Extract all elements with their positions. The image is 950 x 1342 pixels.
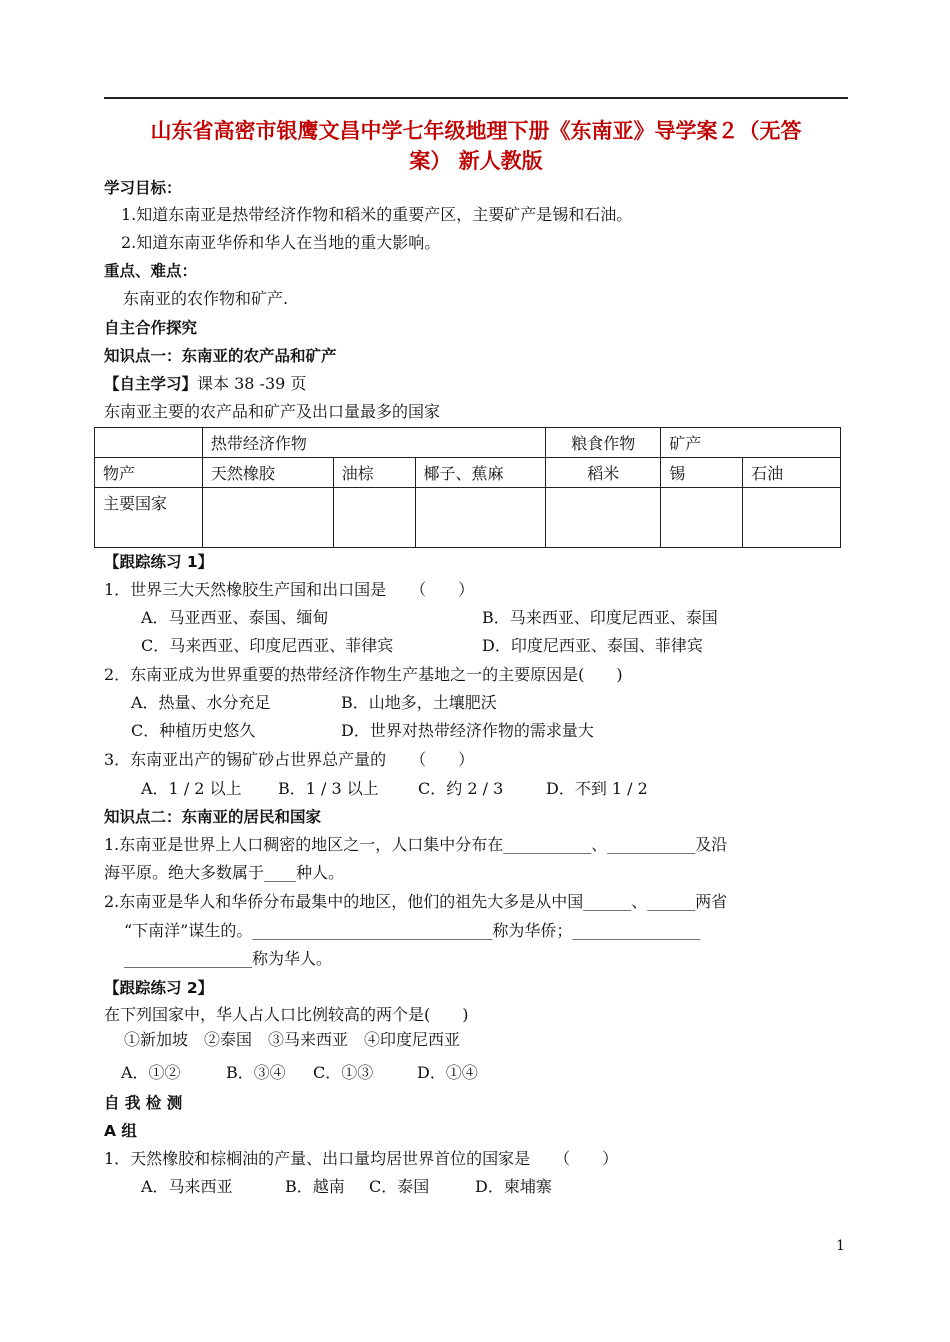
knowledge-point-1-heading: 知识点一：东南亚的农产品和矿产	[104, 347, 337, 365]
option-d: D．印度尼西亚、泰国、菲律宾	[482, 636, 703, 655]
option-c: C．种植历史悠久	[131, 721, 256, 740]
question-1: 1．世界三大天然橡胶生产国和出口国是 （ ）	[104, 580, 475, 599]
products-table	[94, 427, 841, 548]
kp2-line: 1.东南亚是世界上人口稠密的地区之一，人口集中分布在___________、___________及沿	[104, 835, 728, 854]
practice-2-heading: 【跟踪练习 2】	[104, 979, 214, 997]
key-text: 东南亚的农作物和矿产.	[123, 289, 289, 308]
table-product-cell: 锡	[661, 458, 743, 488]
key-heading: 重点、难点：	[104, 262, 198, 280]
objective-2: 2.知道东南亚华侨和华人在当地的重大影响。	[121, 233, 441, 252]
kp2-line: 海平原。绝大多数属于____种人。	[104, 863, 345, 882]
self-study-text: 课本 38 -39 页	[197, 374, 307, 393]
option-b: B．③④	[226, 1063, 286, 1082]
table-product-cell: 天然橡胶	[202, 458, 333, 488]
option-b: B．马来西亚、印度尼西亚、泰国	[482, 608, 718, 627]
option-d: D．①④	[417, 1063, 478, 1082]
option-c: C．约 2 / 3	[418, 779, 504, 798]
table-group-tropical: 热带经济作物	[202, 428, 546, 458]
table-empty-cell	[743, 488, 841, 548]
option-c: C．泰国	[369, 1177, 430, 1196]
table-cell	[95, 428, 203, 458]
option-a: A．马亚西亚、泰国、缅甸	[141, 608, 329, 627]
option-c: C．马来西亚、印度尼西亚、菲律宾	[141, 636, 394, 655]
option-a: A．马来西亚	[141, 1177, 233, 1196]
table-group-minerals: 矿产	[661, 428, 841, 458]
option-d: D．世界对热带经济作物的需求量大	[341, 721, 594, 740]
group-a-heading: A 组	[104, 1122, 137, 1140]
self-study-line	[104, 373, 306, 395]
option-b: B．1 / 3 以上	[278, 779, 379, 798]
option-a: A．1 / 2 以上	[141, 779, 242, 798]
practice-2-choices: ①新加坡 ②泰国 ③马来西亚 ④印度尼西亚	[124, 1030, 461, 1049]
option-a: A．热量、水分充足	[131, 693, 271, 712]
page-number: 1	[836, 1238, 845, 1254]
kp2-line: ________________称为华人。	[124, 949, 333, 968]
table-empty-cell	[415, 488, 546, 548]
title-line-2: 案） 新人教版	[409, 149, 543, 173]
header-rule	[104, 97, 848, 99]
practice-1-heading: 【跟踪练习 1】	[104, 553, 214, 571]
table-row	[95, 458, 841, 488]
table-product-cell: 油棕	[333, 458, 415, 488]
option-c: C．①③	[313, 1063, 374, 1082]
test-question-1: 1．天然橡胶和棕榈油的产量、出口量均居世界首位的国家是 （ ）	[104, 1149, 619, 1168]
table-group-grain: 粮食作物	[546, 428, 661, 458]
table-row	[95, 488, 841, 548]
option-a: A．①②	[121, 1063, 181, 1082]
knowledge-point-2-heading: 知识点二：东南亚的居民和国家	[104, 808, 322, 826]
table-product-cell: 石油	[743, 458, 841, 488]
question-2: 2．东南亚成为世界重要的热带经济作物生产基地之一的主要原因是( )	[104, 665, 623, 684]
objectives-heading: 学习目标：	[104, 179, 182, 197]
option-d: D．不到 1 / 2	[546, 779, 648, 798]
kp2-line: 2.东南亚是华人和华侨分布最集中的地区，他们的祖先大多是从中国______、______两省	[104, 892, 728, 911]
table-row-label-countries: 主要国家	[95, 488, 203, 548]
practice-2-question: 在下列国家中，华人占人口比例较高的两个是( )	[104, 1005, 469, 1024]
kp2-line: “下南洋”谋生的。______________________________称为华侨；________________	[124, 921, 701, 940]
explore-heading: 自主合作探究	[104, 319, 198, 337]
option-b: B．山地多，土壤肥沃	[341, 693, 497, 712]
question-3: 3．东南亚出产的锡矿砂占世界总产量的 （ ）	[104, 750, 475, 769]
table-empty-cell	[333, 488, 415, 548]
self-study-tag: 【自主学习】	[104, 375, 198, 393]
table-row	[95, 428, 841, 458]
table-product-cell: 稻米	[546, 458, 661, 488]
document-title	[104, 116, 848, 176]
table-empty-cell	[661, 488, 743, 548]
option-b: B．越南	[285, 1177, 345, 1196]
table-caption: 东南亚主要的农产品和矿产及出口量最多的国家	[104, 402, 441, 421]
table-product-cell: 椰子、蕉麻	[415, 458, 546, 488]
table-empty-cell	[202, 488, 333, 548]
objective-1: 1.知道东南亚是热带经济作物和稻米的重要产区，主要矿产是锡和石油。	[121, 205, 633, 224]
self-test-heading: 自 我 检 测	[104, 1094, 183, 1112]
table-empty-cell	[546, 488, 661, 548]
table-row-label-product: 物产	[95, 458, 203, 488]
title-line-1: 山东省高密市银鹰文昌中学七年级地理下册《东南亚》导学案２（无答	[150, 119, 802, 143]
option-d: D．柬埔寨	[475, 1177, 552, 1196]
